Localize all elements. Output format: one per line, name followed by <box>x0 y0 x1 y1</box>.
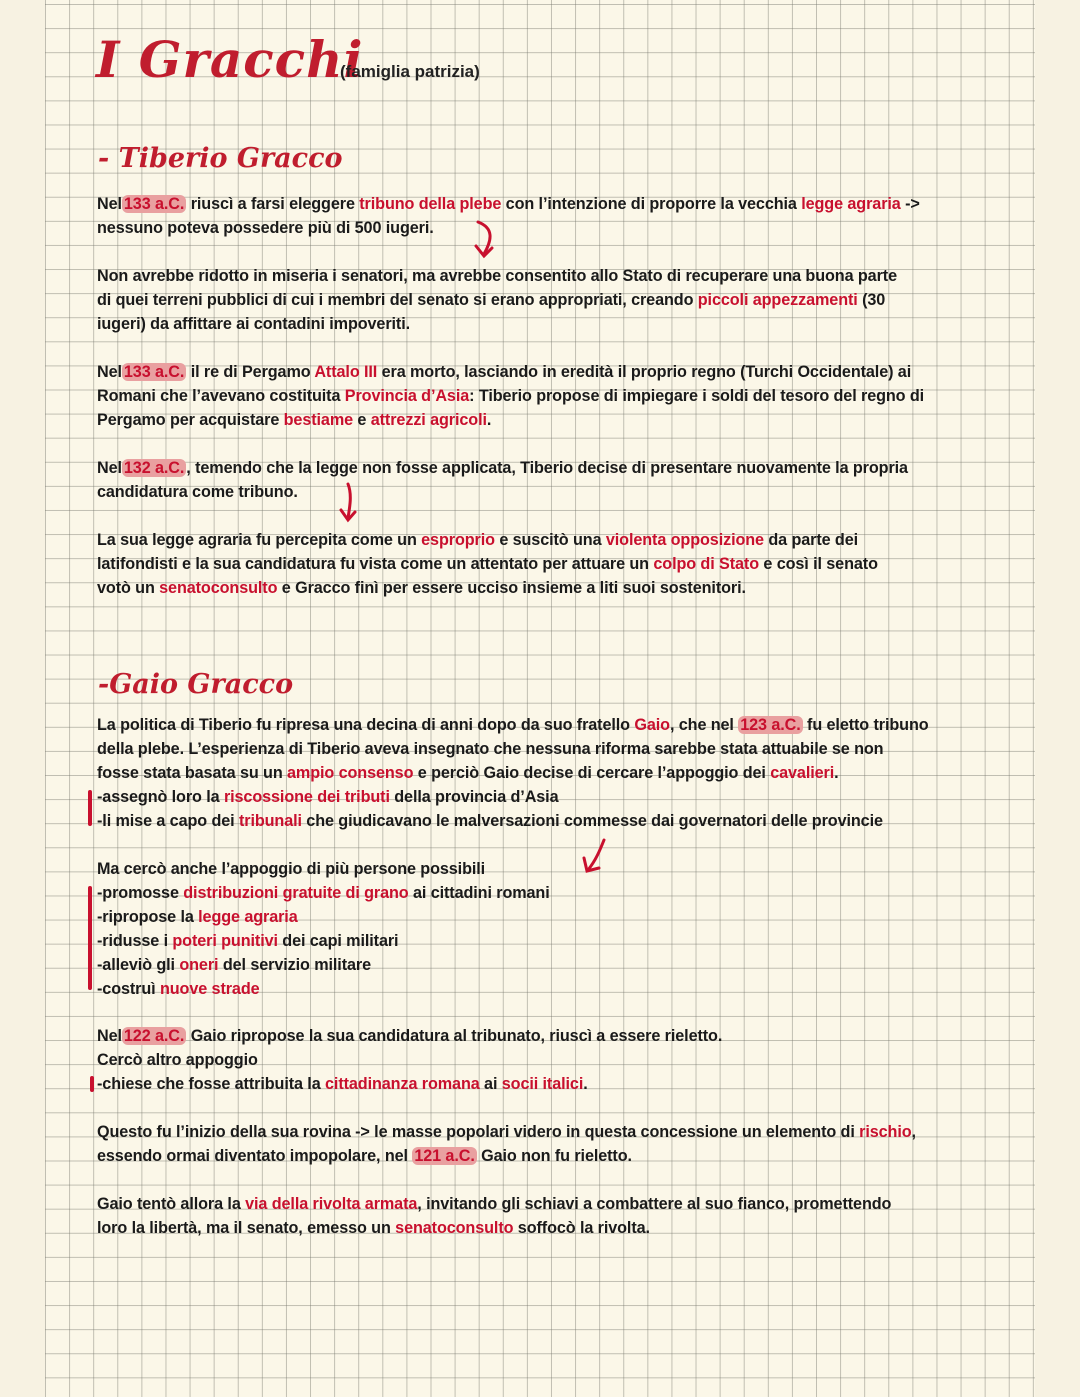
tiberio-paragraph-4: Nel 132 a.C. , temendo che la legge non fosse applicata, Tiberio decise di presentare nuovamente la propria candidatura come tribuno. <box>97 459 908 502</box>
tiberio-paragraph-1: Nel 133 a.C. riuscì a farsi eleggere tribuno della plebe con l’intenzione di proporre la vecchia legge agraria -> nessuno poteva possedere più di 500 iugeri. <box>97 195 920 238</box>
gaio-paragraph-5: Gaio tentò allora la via della rivolta armata, invitando gli schiavi a combattere al suo fianco, promettendo loro la libertà, ma il senato, emesso un senatoconsulto soffocò la rivolta. <box>97 1195 892 1238</box>
date-highlight: 132 a.C. <box>123 459 185 477</box>
gaio-paragraph-2: Ma cercò anche l’appoggio di più persone possibili -promosse distribuzioni gratuite di grano ai cittadini romani -ripropose la legge agraria -ridusse i poteri punitivi dei capi militari -alleviò gli oneri del servizio militare -costruì nuove strade <box>97 860 550 999</box>
gaio-paragraph-1: La politica di Tiberio fu ripresa una decina di anni dopo da suo fratello Gaio, che nel 123 a.C. fu eletto tribuno della plebe. L’esperienza di Tiberio aveva insegnato che nessuna riforma sarebbe stata attuabile se non fosse stata basata su un ampio consenso e perciò Gaio decise di cercare l’appoggio dei cavalieri. -assegnò loro la riscossione dei tributi della provincia d’Asia -li mise a capo dei tribunali che giudicavano le malversazioni commesse dai governatori delle provincie <box>97 716 929 831</box>
date-highlight: 133 a.C. <box>123 195 185 213</box>
page-title: I Gracchi <box>96 30 364 89</box>
date-highlight: 123 a.C. <box>740 716 801 734</box>
page-subtitle: (famiglia patrizia) <box>340 62 480 81</box>
list-bracket <box>90 1076 94 1092</box>
date-highlight: 121 a.C. <box>414 1147 475 1166</box>
tiberio-paragraph-2: Non avrebbe ridotto in miseria i senatori, ma avrebbe consentito allo Stato di recuperare una buona parte di quei terreni pubblici di cui i membri del senato si erano appropriati, creando piccoli appezzamenti (30 iugeri) da affittare ai contadini impoveriti. <box>97 267 897 334</box>
arrow-down-icon <box>338 480 363 525</box>
tiberio-paragraph-5: La sua legge agraria fu percepita come un esproprio e suscitò una violenta opposizione da parte dei latifondisti e la sua candidatura fu vista come un attentato per attuare un colpo di Stato e così il senato votò un senatoconsulto e Gracco finì per essere ucciso insieme a liti suoi sostenitori. <box>97 531 878 598</box>
arrow-down-icon <box>472 218 502 263</box>
list-bracket <box>88 886 92 990</box>
gaio-paragraph-3: Nel 122 a.C. Gaio ripropose la sua candidatura al tribunato, riuscì a essere rieletto. Cercò altro appoggio -chiese che fosse attribuita la cittadinanza romana ai socii italici. <box>97 1027 723 1094</box>
date-highlight: 133 a.C. <box>123 363 185 381</box>
section-heading-tiberio: - Tiberio Gracco <box>98 143 343 174</box>
section-heading-gaio: -Gaio Gracco <box>98 669 294 700</box>
gaio-paragraph-4: Questo fu l’inizio della sua rovina -> le masse popolari videro in questa concessione un elemento di rischio, essendo ormai diventato impopolare, nel 121 a.C. Gaio non fu rieletto. <box>97 1123 916 1166</box>
list-bracket <box>88 790 92 826</box>
date-highlight: 122 a.C. <box>123 1027 185 1045</box>
tiberio-paragraph-3: Nel 133 a.C. il re di Pergamo Attalo III era morto, lasciando in eredità il proprio regno (Turchi Occidentale) ai Romani che l’avevano costituita Provincia d’Asia: Tiberio propose di impiegare i soldi del tesoro del regno di Pergamo per acquistare bestiame e attrezzi agricoli. <box>97 363 925 430</box>
